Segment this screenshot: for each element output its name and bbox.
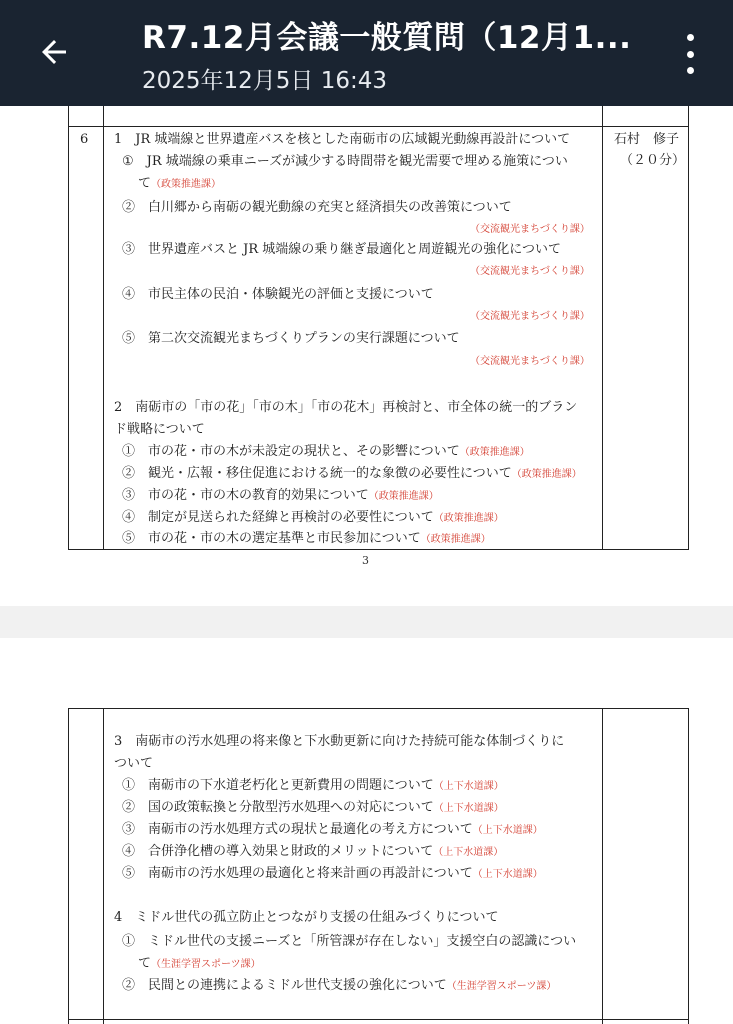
department-label: （政策推進課） — [433, 513, 504, 524]
topic-heading-cont: ついて — [114, 756, 154, 771]
table-top-rule — [68, 126, 688, 127]
document-title: R7.12月会議一般質問（12月1... — [142, 20, 632, 56]
question-item: ① JR 城端線の乗車ニーズが減少する時間帯を観光需要で埋める施策につい — [122, 154, 568, 169]
question-item-cont: て（政策推進課） — [138, 176, 222, 191]
question-item: ② 民間との連携によるミドル世代支援の強化について（生涯学習スポーツ課） — [122, 978, 557, 993]
department-label: （交流観光まちづくり課） — [470, 356, 590, 367]
topic-heading: 1 JR 城端線と世界遺産バスを核とした南砺市の広域観光動線再設計について — [114, 132, 571, 147]
more-vert-icon[interactable] — [678, 34, 702, 74]
topic-heading: 3 南砺市の汚水処理の将来像と下水動更新に向けた持続可能な体制づくりに — [114, 734, 565, 749]
question-item: ④ 合併浄化槽の導入効果と財政的メリットについて（上下水道課） — [122, 844, 504, 859]
question-item: ③ 世界遺産バスと JR 城端線の乗り継ぎ最適化と周遊観光の強化について — [122, 242, 562, 257]
topic-heading: 4 ミドル世代の孤立防止とつながり支援の仕組みづくりについて — [114, 910, 499, 925]
question-item: ③ 南砺市の汚水処理方式の現状と最適化の考え方について（上下水道課） — [122, 822, 543, 837]
table-bottom-rule — [68, 549, 688, 550]
department-label: （上下水道課） — [472, 825, 543, 836]
table-border-left — [68, 106, 69, 550]
page-number: 3 — [362, 554, 369, 567]
question-item: ② 国の政策転換と分散型汚水処理への対応について（上下水道課） — [122, 800, 504, 815]
speaking-time: （２０分） — [620, 153, 686, 168]
table-col-divider — [103, 708, 104, 1024]
page-gap — [0, 606, 733, 638]
arrow-left-icon — [36, 34, 72, 70]
topic-heading-cont: ド戦略について — [114, 422, 205, 437]
question-item: ① 南砺市の下水道老朽化と更新費用の問題について（上下水道課） — [122, 778, 504, 793]
table-border-right — [688, 708, 689, 1024]
table-col-divider — [103, 106, 104, 550]
table-top-rule — [68, 708, 688, 709]
question-item: ② 白川郷から南砺の観光動線の充実と経済損失の改善策について — [122, 200, 512, 215]
table-bottom-rule — [68, 1019, 688, 1020]
department-label: （上下水道課） — [433, 803, 504, 814]
back-button[interactable] — [32, 30, 76, 74]
question-item: ④ 市民主体の民泊・体験観光の評価と支援について — [122, 287, 434, 302]
table-border-left — [68, 708, 69, 1024]
department-label: （政策推進課） — [151, 179, 222, 190]
question-item: ③ 市の花・市の木の教育的効果について（政策推進課） — [122, 488, 439, 503]
question-item: ① ミドル世代の支援ニーズと「所管課が存在しない」支援空白の認識につい — [122, 934, 577, 949]
question-item: ⑤ 南砺市の汚水処理の最適化と将来計画の再設計について（上下水道課） — [122, 866, 543, 881]
department-label: （政策推進課） — [368, 491, 439, 502]
department-label: （政策推進課） — [511, 469, 582, 480]
department-label: （生涯学習スポーツ課） — [151, 959, 261, 970]
app-bar — [0, 0, 733, 106]
topic-heading: 2 南砺市の「市の花」「市の木」「市の花木」再検討と、市全体の統一的ブラン — [114, 400, 578, 415]
department-label: （生涯学習スポーツ課） — [446, 981, 557, 992]
question-item-cont: て（生涯学習スポーツ課） — [138, 956, 261, 971]
department-label: （交流観光まちづくり課） — [470, 311, 590, 322]
question-item: ⑤ 第二次交流観光まちづくりプランの実行課題について — [122, 331, 460, 346]
document-page-4 — [0, 638, 733, 1024]
row-number: 6 — [80, 132, 89, 147]
department-label: （政策推進課） — [420, 534, 491, 545]
table-border-right — [688, 106, 689, 550]
question-item: ① 市の花・市の木が未設定の現状と、その影響について（政策推進課） — [122, 444, 530, 459]
department-label: （上下水道課） — [472, 869, 543, 880]
speaker-name: 石村 修子 — [614, 132, 680, 147]
question-item: ② 観光・広報・移住促進における統一的な象徴の必要性について（政策推進課） — [122, 466, 582, 481]
question-item: ⑤ 市の花・市の木の選定基準と市民参加について（政策推進課） — [122, 531, 491, 546]
table-col-divider — [602, 708, 603, 1024]
department-label: （政策推進課） — [459, 447, 530, 458]
table-col-divider — [602, 106, 603, 550]
department-label: （上下水道課） — [433, 781, 504, 792]
department-label: （上下水道課） — [433, 847, 504, 858]
document-timestamp: 2025年12月5日 16:43 — [142, 68, 388, 94]
department-label: （交流観光まちづくり課） — [470, 224, 590, 235]
question-item: ④ 制定が見送られた経緯と再検討の必要性について（政策推進課） — [122, 510, 504, 525]
department-label: （交流観光まちづくり課） — [470, 266, 590, 277]
document-page-3 — [0, 106, 733, 606]
